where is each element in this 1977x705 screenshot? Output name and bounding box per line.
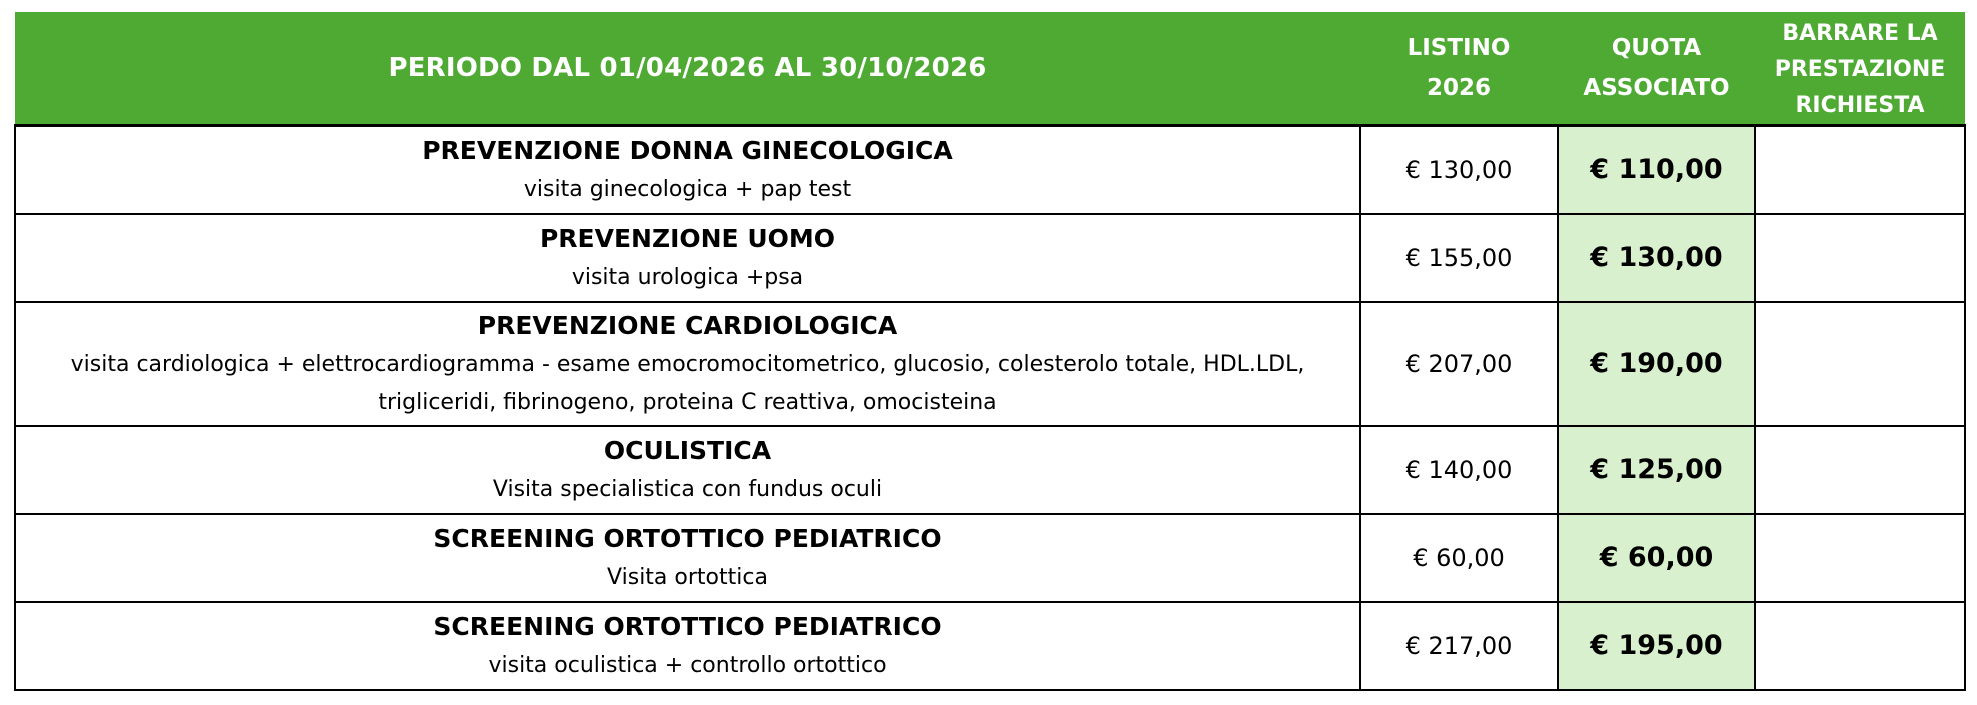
selection-cell[interactable] (1755, 302, 1965, 426)
listino-header-line2: 2026 (1426, 75, 1491, 101)
quota-price: € 130,00 (1558, 214, 1755, 302)
service-title: SCREENING ORTOTTICO PEDIATRICO (433, 523, 942, 553)
price-list-sheet (14, 12, 1966, 691)
header-row (15, 12, 1965, 126)
service-cell (15, 214, 1360, 302)
listino-price: € 130,00 (1360, 126, 1558, 214)
quota-price: € 60,00 (1558, 514, 1755, 602)
table-row (15, 602, 1965, 690)
service-title: SCREENING ORTOTTICO PEDIATRICO (433, 611, 942, 641)
barrare-header-line3: RICHIESTA (1795, 93, 1925, 118)
listino-header-line1: LISTINO (1407, 35, 1511, 61)
barrare-header-line2: PRESTAZIONE (1774, 57, 1946, 82)
selection-cell[interactable] (1755, 126, 1965, 214)
table-row (15, 214, 1965, 302)
service-title: PREVENZIONE CARDIOLOGICA (477, 310, 898, 340)
service-cell (15, 602, 1360, 690)
quota-header-line2: ASSOCIATO (1583, 75, 1730, 101)
service-description: Visita ortottica (607, 564, 768, 590)
table-row (15, 126, 1965, 214)
barrare-header (1755, 12, 1965, 126)
quota-header-line1: QUOTA (1611, 35, 1702, 61)
service-title: OCULISTICA (603, 435, 772, 465)
service-description: visita oculistica + controllo ortottico (488, 652, 887, 678)
listino-price: € 207,00 (1360, 302, 1558, 426)
service-description: Visita specialistica con fundus oculi (492, 476, 883, 502)
period-header: PERIODO DAL 01/04/2026 AL 30/10/2026 (15, 12, 1360, 126)
service-description: trigliceridi, fibrinogeno, proteina C reattiva, omocisteina (378, 389, 997, 415)
service-title: PREVENZIONE UOMO (539, 223, 836, 253)
quota-price: € 195,00 (1558, 602, 1755, 690)
service-cell (15, 514, 1360, 602)
service-cell (15, 302, 1360, 426)
quota-price: € 190,00 (1558, 302, 1755, 426)
table-row (15, 514, 1965, 602)
listino-price: € 60,00 (1360, 514, 1558, 602)
service-title: PREVENZIONE DONNA GINECOLOGICA (422, 135, 953, 165)
barrare-header-line1: BARRARE LA (1782, 21, 1938, 46)
quota-price: € 110,00 (1558, 126, 1755, 214)
quota-header (1558, 12, 1755, 126)
selection-cell[interactable] (1755, 426, 1965, 514)
service-description: visita ginecologica + pap test (523, 176, 852, 202)
quota-price: € 125,00 (1558, 426, 1755, 514)
listino-price: € 217,00 (1360, 602, 1558, 690)
service-cell (15, 126, 1360, 214)
selection-cell[interactable] (1755, 214, 1965, 302)
price-list-table (14, 12, 1966, 691)
listino-price: € 140,00 (1360, 426, 1558, 514)
service-cell (15, 426, 1360, 514)
table-row (15, 302, 1965, 426)
selection-cell[interactable] (1755, 602, 1965, 690)
table-row (15, 426, 1965, 514)
service-description: visita cardiologica + elettrocardiogramma - esame emocromocitometrico, glucosio, colesterolo totale, HDL.LDL, (70, 351, 1305, 377)
service-description: visita urologica +psa (571, 264, 804, 290)
listino-header (1360, 12, 1558, 126)
listino-price: € 155,00 (1360, 214, 1558, 302)
selection-cell[interactable] (1755, 514, 1965, 602)
